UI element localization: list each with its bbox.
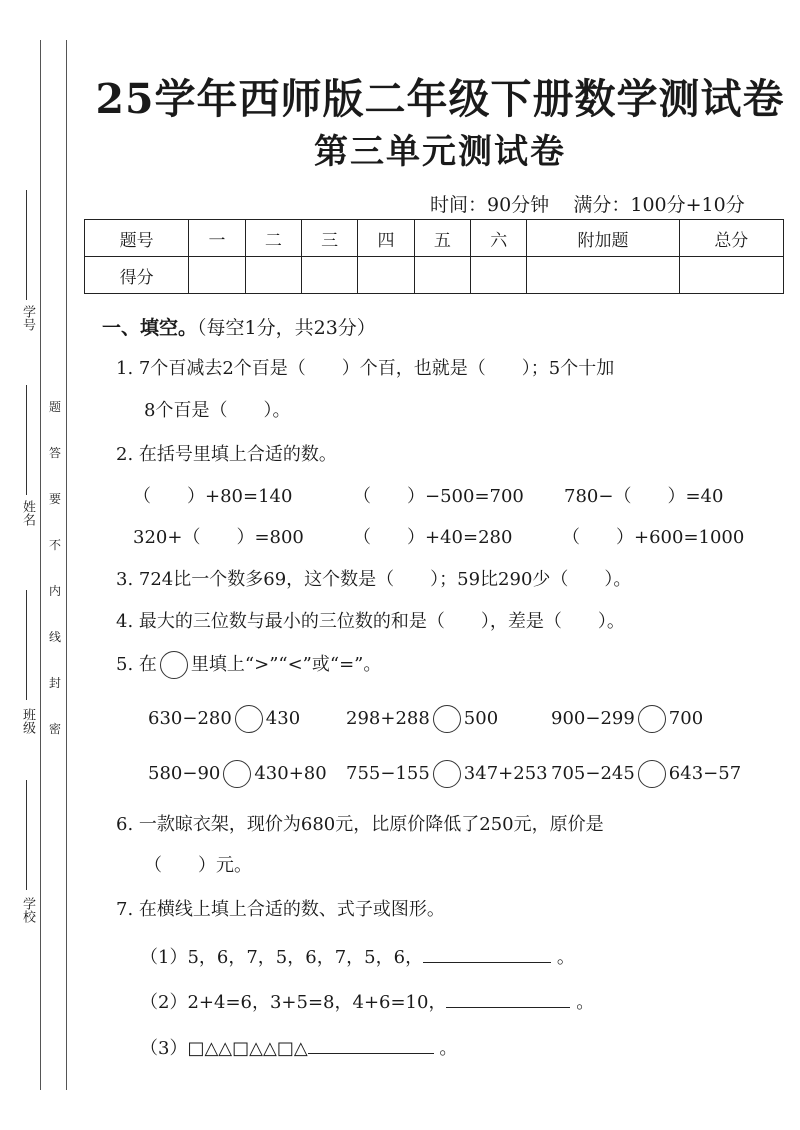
equation: （ ）−500=700: [353, 486, 524, 507]
binding-margin-line: [40, 40, 41, 1090]
score-table-cell: 一: [189, 220, 245, 257]
compare-circle[interactable]: [223, 760, 251, 788]
seal-text-char: 封: [49, 676, 62, 690]
sentence-end: 。: [576, 992, 595, 1013]
question-5-post: 里填上“>”“<”或“=”。: [190, 654, 382, 675]
question-5-pre: 5. 在: [116, 654, 157, 675]
name-label: 姓名: [20, 500, 35, 526]
seal-text-char: 不: [49, 538, 62, 552]
comparison-right: 700: [668, 708, 704, 729]
question-6-line-2: （ ）元。: [144, 855, 252, 876]
time-limit: 时间：90分钟: [430, 194, 550, 216]
seal-text-char: 内: [49, 584, 62, 598]
score-table-header-row: [85, 220, 784, 257]
school-label: 学校: [20, 897, 35, 923]
sub-question-2: [140, 988, 594, 1014]
question-1-line-1: 1. 7个百减去2个百是（ ）个百，也就是（ ）；5个十加: [116, 358, 615, 379]
score-table-cell: 总分: [679, 220, 783, 257]
question-2-text: 2. 在括号里填上合适的数。: [116, 444, 337, 465]
answer-blank[interactable]: [308, 1053, 434, 1054]
sub-question-3-text: （3）□△△□△△□△: [140, 1038, 308, 1059]
score-cell[interactable]: [302, 257, 358, 294]
comparison: [551, 760, 741, 788]
comparison-right: 500: [463, 708, 499, 729]
compare-circle[interactable]: [433, 760, 461, 788]
id-line: [26, 190, 27, 300]
sub-question-1-text: （1）5，6，7，5，6，7，5，6，: [140, 947, 424, 968]
sub-question-1: [140, 943, 575, 969]
seal-text-char: 题: [49, 400, 62, 414]
seal-text-char: 答: [49, 446, 62, 460]
answer-blank[interactable]: [423, 962, 551, 963]
comparison-left: 580−90: [148, 763, 221, 784]
comparison-right: 430+80: [254, 763, 327, 784]
comparison-left: 755−155: [346, 763, 430, 784]
score-row-label: 得分: [85, 257, 189, 294]
question-4-text: 4. 最大的三位数与最小的三位数的和是（ ），差是（ ）。: [116, 611, 625, 632]
sub-question-3: [140, 1034, 457, 1060]
question-6-line-1: 6. 一款晾衣架，现价为680元，比原价降低了250元，原价是: [116, 814, 604, 835]
score-table-cell: 题号: [85, 220, 189, 257]
score-cell[interactable]: [245, 257, 301, 294]
seal-text-char: 要: [49, 492, 62, 506]
section-title: 一、填空。: [102, 317, 198, 339]
exam-meta: [430, 190, 745, 217]
comparison: [346, 760, 548, 788]
question-5-text: [116, 650, 381, 679]
page-subtitle: 第三单元测试卷: [314, 132, 566, 172]
score-table-cell: 六: [471, 220, 527, 257]
seal-text-char: 密: [49, 722, 62, 736]
comparison-left: 705−245: [551, 763, 635, 784]
comparison-left: 298+288: [346, 708, 430, 729]
comparison: [148, 705, 300, 733]
school-line: [26, 780, 27, 890]
score-cell[interactable]: [679, 257, 783, 294]
page-title: 25学年西师版二年级下册数学测试卷: [95, 75, 785, 123]
compare-circle[interactable]: [433, 705, 461, 733]
question-3-text: 3. 724比一个数多69，这个数是（ ）；59比290少（ ）。: [116, 569, 632, 590]
comparison-right: 643−57: [668, 763, 742, 784]
score-table-cell: 二: [245, 220, 301, 257]
sentence-end: 。: [556, 947, 575, 968]
circle-icon: [160, 651, 188, 679]
score-table: [84, 219, 784, 294]
equation: 320+（ ）=800: [133, 527, 304, 548]
score-cell[interactable]: [358, 257, 414, 294]
comparison-left: 900−299: [551, 708, 635, 729]
score-table-cell: 三: [302, 220, 358, 257]
student-id-label: 学号: [20, 305, 35, 331]
score-cell[interactable]: [471, 257, 527, 294]
comparison: [346, 705, 498, 733]
compare-circle[interactable]: [638, 760, 666, 788]
comparison-left: 630−280: [148, 708, 232, 729]
full-score: 满分：100分+10分: [573, 194, 745, 216]
score-table-cell: 五: [414, 220, 470, 257]
compare-circle[interactable]: [235, 705, 263, 733]
seal-text-char: 线: [49, 630, 62, 644]
score-cell[interactable]: [189, 257, 245, 294]
equation: （ ）+80=140: [133, 486, 293, 507]
equation: 780−（ ）=40: [564, 486, 724, 507]
equation: （ ）+600=1000: [562, 527, 745, 548]
binding-margin-line: [66, 40, 67, 1090]
question-7-text: 7. 在横线上填上合适的数、式子或图形。: [116, 899, 445, 920]
equation: （ ）+40=280: [353, 527, 513, 548]
section-note: （每空1分，共23分）: [197, 317, 376, 339]
class-label: 班级: [20, 708, 35, 734]
section-heading: [102, 313, 376, 340]
score-table-score-row: [85, 257, 784, 294]
sentence-end: 。: [439, 1038, 458, 1059]
score-table-cell: 附加题: [527, 220, 679, 257]
score-cell[interactable]: [527, 257, 679, 294]
compare-circle[interactable]: [638, 705, 666, 733]
comparison: [551, 705, 703, 733]
comparison-right: 347+253: [463, 763, 548, 784]
question-1-line-2: 8个百是（ ）。: [144, 400, 291, 421]
score-table-cell: 四: [358, 220, 414, 257]
sub-question-2-text: （2）2+4=6，3+5=8，4+6=10，: [140, 992, 447, 1013]
name-line: [26, 385, 27, 495]
class-line: [26, 590, 27, 700]
answer-blank[interactable]: [446, 1007, 570, 1008]
score-cell[interactable]: [414, 257, 470, 294]
comparison-right: 430: [265, 708, 301, 729]
comparison: [148, 760, 327, 788]
